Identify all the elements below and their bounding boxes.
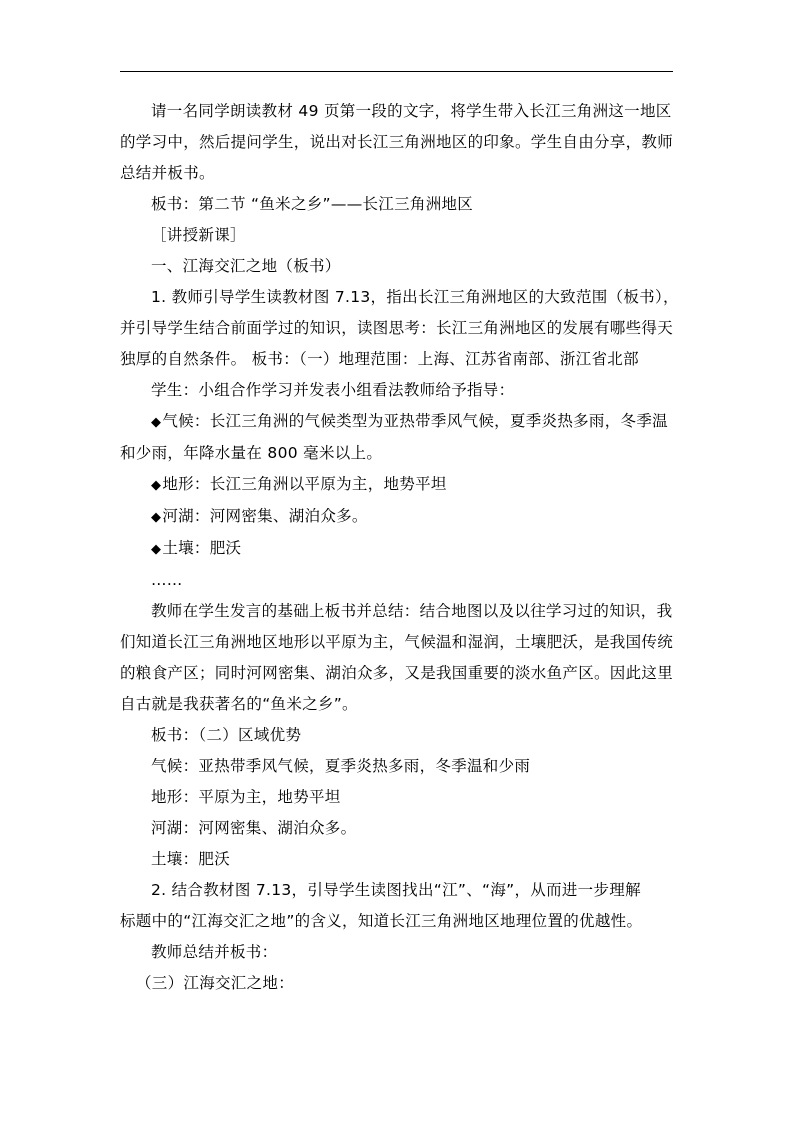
text-line (120, 313, 680, 344)
text-line (120, 501, 680, 533)
text-line-content: 板书：（二）区域优势 (151, 726, 302, 744)
text-line-content: 学生：小组合作学习并发表小组看法教师给予指导： (151, 381, 515, 399)
text-line-content: 教师在学生发言的基础上板书并总结：结合地图以及以往学习过的知识，我 (151, 602, 673, 620)
text-line-content: 和少雨，年降水量在 800 毫米以上。 (120, 444, 383, 462)
text-line (120, 344, 680, 375)
text-line (120, 533, 680, 565)
text-line (120, 937, 680, 968)
text-line (120, 469, 680, 501)
document-body (120, 96, 680, 999)
text-line-content: 独厚的自然条件。 板书：（一）地理范围：上海、江苏省南部、浙江省北部 (120, 350, 639, 368)
text-line-content: 气候：长江三角洲的气候类型为亚热带季风气候，夏季炎热多雨，冬季温 (162, 412, 668, 430)
text-line-content: 的粮食产区；同时河网密集、湖泊众多，又是我国重要的淡水鱼产区。因此这里 (120, 664, 674, 682)
text-line-content: 教师总结并板书： (151, 943, 278, 961)
text-line-content: 土壤：肥沃 (151, 850, 231, 868)
text-line (120, 127, 680, 158)
text-line-content: 总结并板书。 (120, 164, 215, 182)
text-line (120, 282, 680, 313)
text-line (120, 751, 680, 782)
text-line-content: 土壤：肥沃 (162, 539, 242, 557)
text-line (120, 220, 680, 251)
text-line (120, 906, 680, 937)
text-line-content: 标题中的“江海交汇之地”的含义，知道长江三角洲地区地理位置的优越性。 (120, 912, 643, 930)
text-line (120, 875, 680, 906)
text-line-content: 板书：第二节 “鱼米之乡”——长江三角洲地区 (151, 195, 474, 213)
text-line (120, 813, 680, 844)
text-line (120, 844, 680, 875)
diamond-bullet-icon: ◆ (151, 510, 162, 525)
text-line (120, 251, 680, 282)
text-line (120, 627, 680, 658)
text-line (120, 596, 680, 627)
text-line-content: 一、江海交汇之地（板书） (151, 257, 341, 275)
text-line-content: …… (151, 571, 183, 589)
diamond-bullet-icon: ◆ (151, 478, 162, 493)
diamond-bullet-icon: ◆ (151, 542, 162, 557)
text-line (120, 158, 680, 189)
text-line (120, 375, 680, 406)
text-line-content: 气候：亚热带季风气候，夏季炎热多雨，冬季温和少雨 (151, 757, 531, 775)
text-line-content: 们知道长江三角洲地区地形以平原为主，气候温和湿润，土壤肥沃，是我国传统 (120, 633, 674, 651)
text-line-content: 河湖：河网密集、湖泊众多。 (162, 507, 368, 525)
text-line (120, 406, 680, 438)
text-line (120, 658, 680, 689)
text-line (120, 438, 680, 469)
header-rule (120, 71, 673, 72)
diamond-bullet-icon: ◆ (151, 415, 162, 430)
text-line-content: 地形：长江三角洲以平原为主，地势平坦 (162, 475, 447, 493)
text-line-content: 请一名同学朗读教材 49 页第一段的文字，将学生带入长江三角洲这一地区 (151, 102, 672, 120)
text-line-content: 1. 教师引导学生读教材图 7.13，指出长江三角洲地区的大致范围（板书）， (151, 288, 679, 306)
text-line (120, 689, 680, 720)
text-line (120, 189, 680, 220)
text-line (120, 720, 680, 751)
text-line (120, 968, 680, 999)
text-line-content: 并引导学生结合前面学过的知识，读图思考：长江三角洲地区的发展有哪些得天 (120, 319, 674, 337)
text-line-content: （三）江海交汇之地： (136, 974, 295, 992)
text-line-content: 地形：平原为主，地势平坦 (151, 788, 341, 806)
text-line-content: 自古就是我获著名的“鱼米之乡”。 (120, 695, 358, 713)
text-line (120, 565, 680, 596)
text-line-content: ［讲授新课］ (151, 226, 246, 244)
text-line (120, 96, 680, 127)
text-line-content: 2. 结合教材图 7.13，引导学生读图找出“江”、“海”，从而进一步理解 (151, 881, 641, 899)
text-line-content: 的学习中，然后提问学生，说出对长江三角洲地区的印象。学生自由分享，教师 (120, 133, 674, 151)
text-line-content: 河湖：河网密集、湖泊众多。 (151, 819, 357, 837)
text-line (120, 782, 680, 813)
